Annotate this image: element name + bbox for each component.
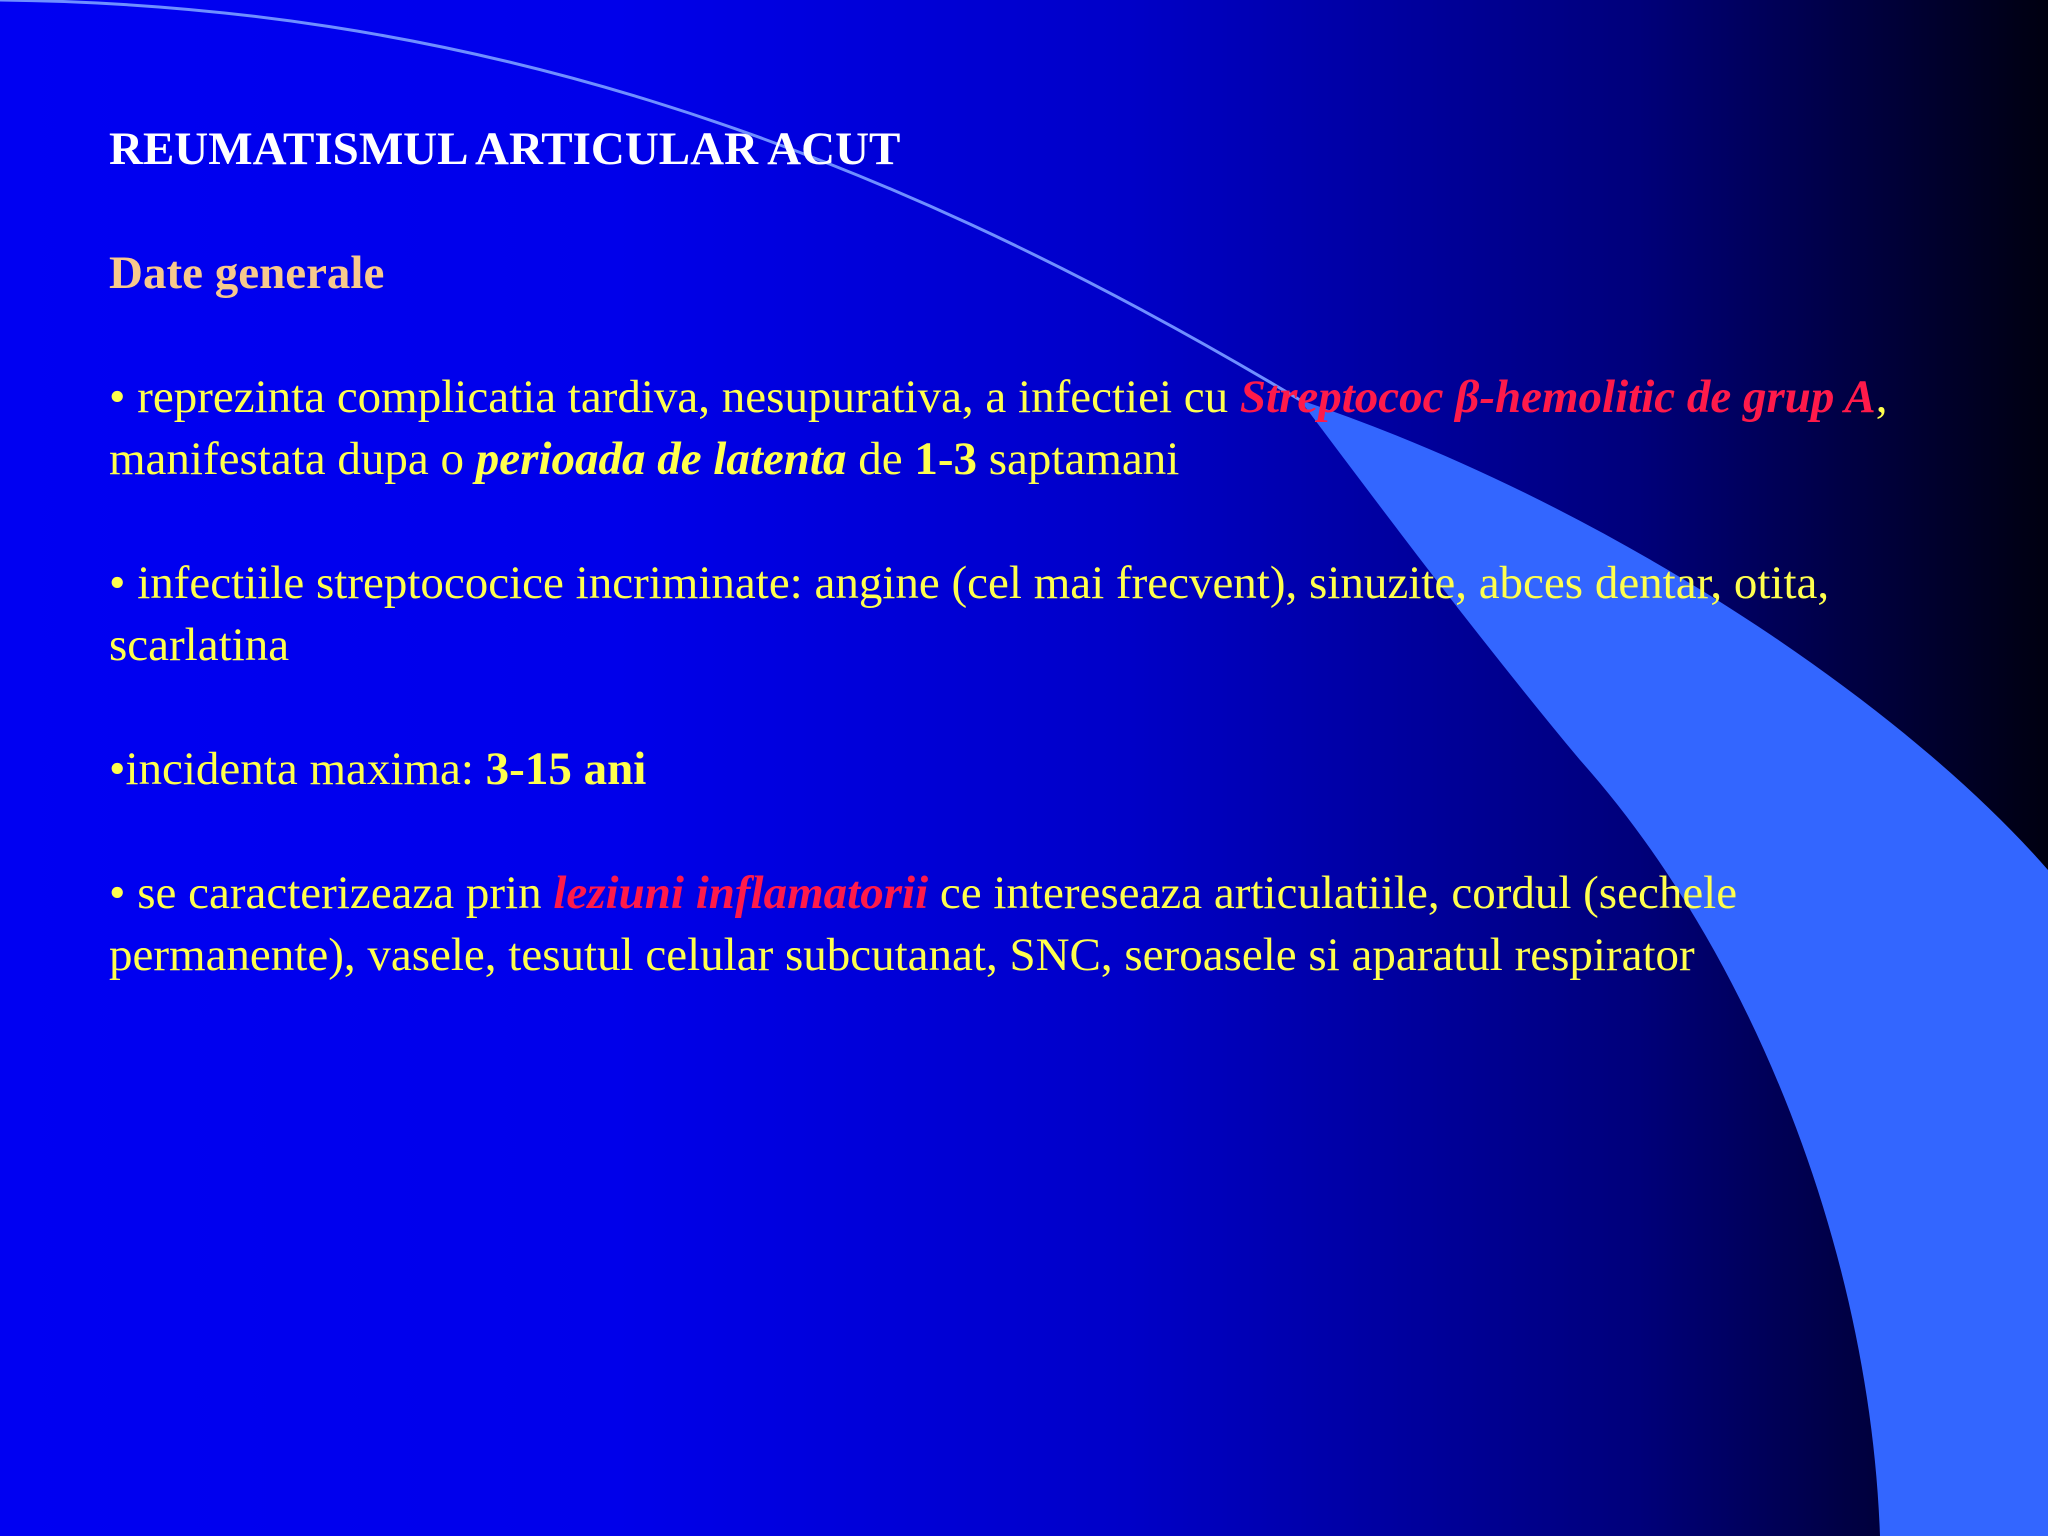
bullet-incidence [109, 738, 1909, 800]
emphasis-weeks: 1-3 [914, 433, 978, 485]
bullet-text: ce intereseaza articulatiile, cordul (sechele permanente), vasele, tesutul celular subcutanat, SNC, seroasele si aparatul respirator [109, 867, 1738, 981]
bullet-infections [109, 552, 1909, 676]
slide-content [109, 118, 1909, 986]
slide-title: REUMATISMUL ARTICULAR ACUT [109, 123, 901, 175]
bullet-text: • se caracterizeaza prin [109, 867, 554, 919]
emphasis-lesions: leziuni inflamatorii [553, 867, 929, 919]
bullet-text: •incidenta maxima: [109, 743, 486, 795]
emphasis-pathogen: Streptococ β-hemolitic de grup A [1239, 371, 1876, 423]
bullet-text: , manifestata dupa o [109, 371, 1888, 485]
section-subtitle: Date generale [109, 247, 385, 299]
emphasis-age-range: 3-15 ani [485, 743, 647, 795]
emphasis-latency: perioada de latenta [475, 433, 847, 485]
bullet-characteristics [109, 862, 1909, 986]
bullet-text: de [846, 433, 915, 485]
bullet-text: • reprezinta complicatia tardiva, nesupurativa, a infectiei cu [109, 371, 1240, 423]
bullet-definition [109, 366, 1909, 490]
bullet-text: • infectiile streptococice incriminate: angine (cel mai frecvent), sinuzite, abces dentar, otita, scarlatina [109, 557, 1830, 671]
bullet-text: saptamani [977, 433, 1180, 485]
